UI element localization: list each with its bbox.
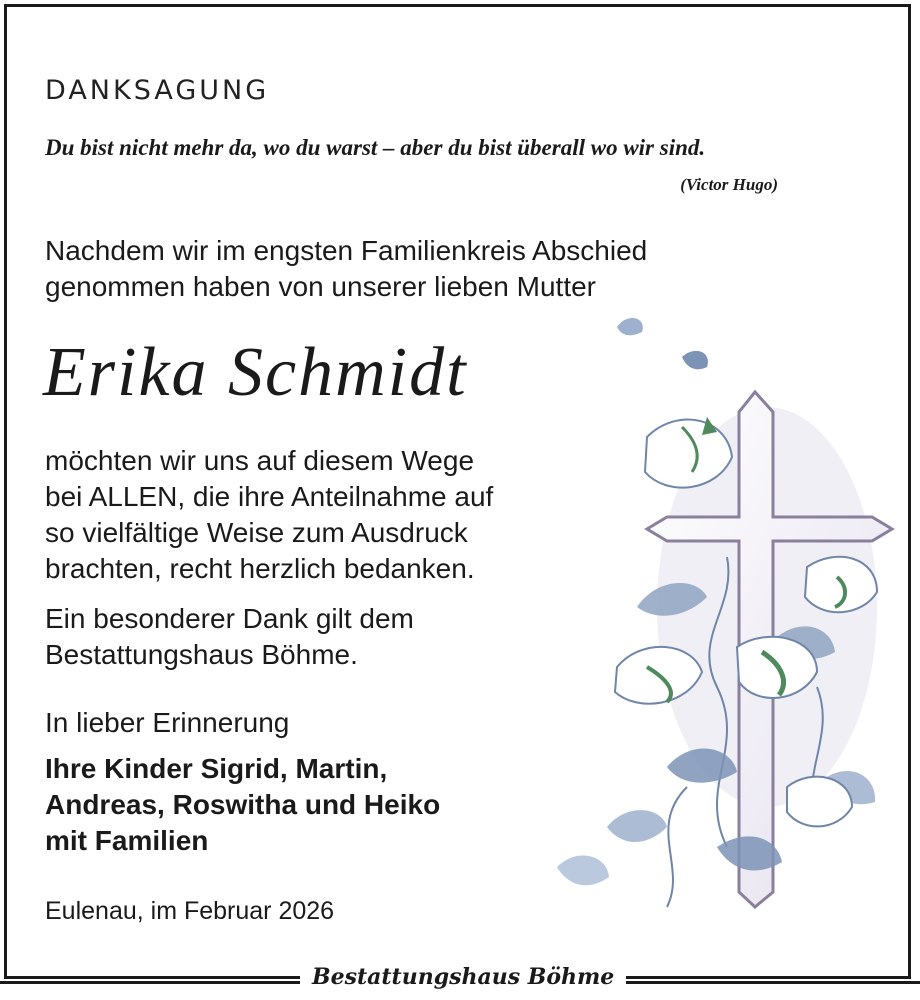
deceased-name: Erika Schmidt xyxy=(43,334,468,411)
place-date-text: Eulenau, im Februar 2026 xyxy=(45,897,335,925)
signers-text: Ihre Kinder Sigrid, Martin, Andreas, Roswitha und Heiko mit Familien xyxy=(45,753,441,856)
flower-right-icon xyxy=(805,557,877,612)
obituary-card xyxy=(4,4,911,979)
butterfly-icon xyxy=(617,318,708,369)
flower-bottom-icon xyxy=(787,777,852,827)
thanks-text: möchten wir uns auf diesem Wege bei ALLEN, die ihre Anteilnahme auf so vielfältige Weise zum Ausdruck brachten, recht herzlich bedanken. xyxy=(45,445,494,584)
special-thanks-text: Ein besonderer Dank gilt dem Bestattungshaus Böhme. xyxy=(45,603,414,670)
funeral-home-logo: Bestattungshaus Böhme xyxy=(300,964,626,990)
footer xyxy=(0,962,920,996)
quote-author: (Victor Hugo) xyxy=(680,175,778,194)
intro-text: Nachdem wir im engsten Familienkreis Abschied genommen haben von unserer lieben Mutter xyxy=(45,235,648,302)
notice-heading: DANKSAGUNG xyxy=(45,75,270,106)
cross-with-flowers-icon xyxy=(517,307,897,947)
quote-text: Du bist nicht mehr da, wo du warst – aber du bist überall wo wir sind. xyxy=(45,135,706,160)
remembrance-text: In lieber Erinnerung xyxy=(45,707,290,738)
